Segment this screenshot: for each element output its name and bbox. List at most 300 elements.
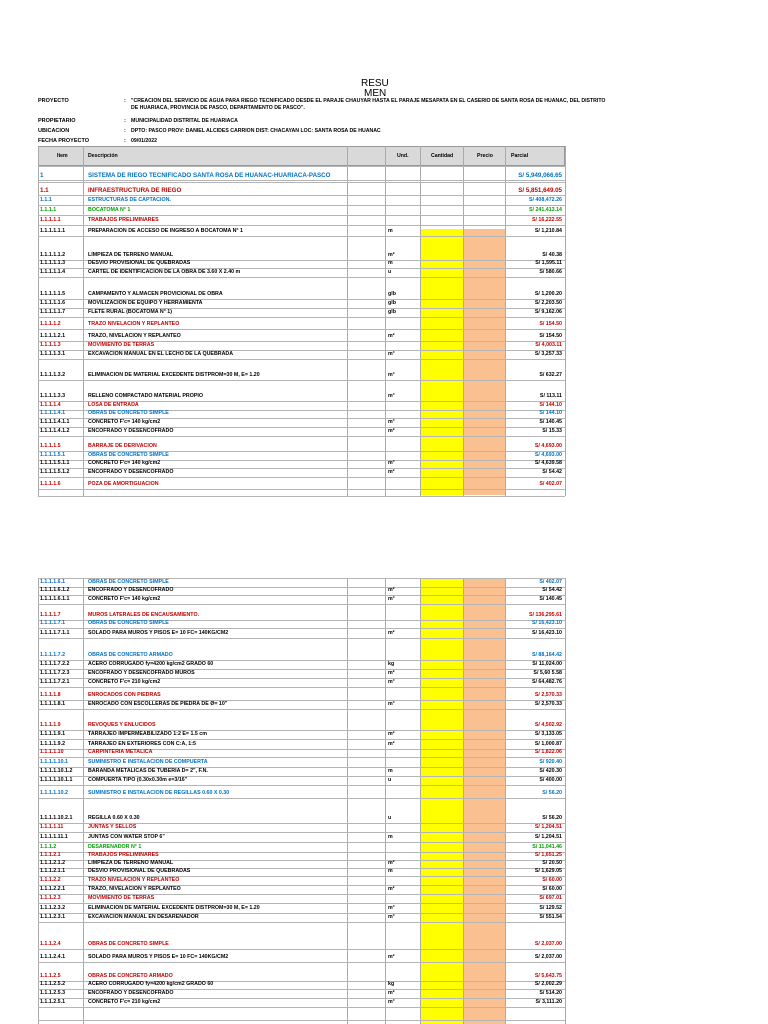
- row-item: 1.1.1.1.9.2: [40, 741, 66, 747]
- row-item: 1.1.1.1.6: [40, 481, 61, 487]
- row-unit: m: [388, 868, 393, 874]
- row-description: ENCOFRADO Y DESENCOFRADO MUROS: [88, 670, 195, 676]
- row-divider: [38, 757, 565, 758]
- table-row: [38, 342, 565, 350]
- row-item: 1: [40, 172, 44, 179]
- row-description: OBRAS DE CONCRETO SIMPLE: [88, 620, 169, 626]
- row-unit: u: [388, 269, 392, 275]
- row-item: 1.1.1.1.6.1: [40, 579, 66, 585]
- row-item: 1.1.1.2: [40, 844, 57, 850]
- column-divider: [565, 146, 566, 496]
- row-parcial: S/ 4,502.92: [534, 722, 562, 728]
- row-parcial: S/ 514.20: [539, 990, 562, 996]
- row-description: OBRAS DE CONCRETO SIMPLE: [88, 452, 169, 458]
- header-item: Item: [57, 153, 68, 159]
- row-parcial: S/ 60.00: [542, 886, 562, 892]
- row-item: 1.1.1.1.3: [40, 342, 61, 348]
- ubicacion-value: DPTO: PASCO PROV: DANIEL ALCIDES CARRION DIST: CHACAYAN LOC: SANTA ROSA DE HUANAC: [131, 128, 381, 134]
- row-description: REGILLA 0.60 X 0.30: [88, 815, 140, 821]
- row-divider: [38, 180, 565, 181]
- row-divider: [38, 436, 565, 437]
- row-parcial: S/ 402.07: [539, 579, 562, 585]
- page-title-line2: MEN: [364, 88, 387, 96]
- row-parcial: S/ 1,210.84: [534, 228, 562, 234]
- row-description: COMPUERTA TIPO (0.30x0.30m e=3/16": [88, 777, 188, 783]
- row-description: ENCOFRADO Y DESENCOFRADO: [88, 990, 174, 996]
- row-item: 1.1.1.2.5: [40, 973, 61, 979]
- row-item: 1.1.1.1.3.1: [40, 351, 66, 357]
- header-precio: Precio: [477, 153, 493, 159]
- row-unit: m²: [388, 630, 395, 636]
- row-item: 1.1.1.1.5: [40, 443, 61, 449]
- row-parcial: S/ 4,639.58: [534, 460, 562, 466]
- row-description: PREPARACION DE ACCESO DE INGRESO A BOCATOMA N° 1: [88, 228, 243, 234]
- row-item: 1.1.1.1.10.2: [40, 790, 68, 796]
- colon: :: [124, 138, 126, 144]
- row-description: CONCRETO F'c= 140 kg/cm2: [88, 596, 161, 602]
- table-row: [38, 652, 565, 660]
- row-unit: m²: [388, 469, 395, 475]
- row-divider: [38, 496, 565, 497]
- row-description: DESARENADOR N° 1: [88, 844, 142, 850]
- row-description: INFRAESTRUCTURA DE RIEGO: [88, 187, 182, 194]
- row-unit: m: [388, 834, 393, 840]
- row-parcial: S/ 697.01: [539, 895, 562, 901]
- row-parcial: S/ 20.50: [542, 860, 562, 866]
- row-description: TRAZO NIVELACION Y REPLANTEO: [88, 321, 180, 327]
- row-description: ELIMINACION DE MATERIAL EXCEDENTE DISTPROM=30 M, E= 1.20: [88, 372, 260, 378]
- row-item: 1.1.1.2.4.1: [40, 954, 66, 960]
- row-unit: m²: [388, 860, 395, 866]
- row-unit: m³: [388, 460, 395, 466]
- row-unit: m²: [388, 333, 395, 339]
- row-item: 1.1.1.1.6.1.2: [40, 587, 70, 593]
- row-divider: [38, 604, 565, 605]
- table-row: [38, 790, 565, 798]
- table-row: [38, 217, 565, 225]
- row-unit: m²: [388, 428, 395, 434]
- row-description: DESVIO PROVISIONAL DE QUEBRADAS: [88, 260, 191, 266]
- row-description: MOVIMIENTO DE TERRAS: [88, 342, 155, 348]
- row-parcial: S/ 56.20: [542, 815, 562, 821]
- row-parcial: S/ 420.30: [539, 768, 562, 774]
- row-description: ESTRUCTURAS DE CAPTACION.: [88, 197, 171, 203]
- table-row: [38, 815, 565, 823]
- row-description: EXCAVACION MANUAL EN EL LECHO DE LA QUEBRADA: [88, 351, 234, 357]
- table-row: [38, 460, 565, 468]
- row-unit: m²: [388, 731, 395, 737]
- row-description: MOVILIZACION DE EQUIPO Y HERRAMIENTA: [88, 300, 203, 306]
- row-parcial: S/ 551.54: [539, 914, 562, 920]
- table-row: [38, 630, 565, 638]
- table-row: [38, 679, 565, 687]
- table-row: [38, 886, 565, 894]
- row-item: 1.1.1.2.1.1: [40, 868, 66, 874]
- row-description: LIMPIEZA DE TERRENO MANUAL: [88, 860, 174, 866]
- row-item: 1.1.1.1.10.1.2: [40, 768, 73, 774]
- row-description: JUNTAS CON WATER STOP 6": [88, 834, 165, 840]
- row-item: 1.1.1.2.2: [40, 877, 61, 883]
- row-unit: m²: [388, 670, 395, 676]
- propietario-label: PROPIETARIO: [38, 118, 76, 124]
- row-description: JUNTAS Y SELLOS: [88, 824, 137, 830]
- row-divider: [38, 687, 565, 688]
- row-parcial: S/ 129.52: [539, 905, 562, 911]
- row-description: ENCOFRADO Y DESENCOFRADO: [88, 428, 174, 434]
- row-description: EXCAVACION MANUAL EN DESARENADOR: [88, 914, 199, 920]
- row-item: 1.1.1.2.1: [40, 852, 61, 858]
- row-divider: [38, 489, 565, 490]
- row-unit: kg: [388, 981, 395, 987]
- row-item: 1.1.1.2.5.2: [40, 981, 66, 987]
- row-description: BARANDA METALICAS DE TUBERIA D= 2", F.N.: [88, 768, 208, 774]
- row-item: 1.1.1.1.8.1: [40, 701, 66, 707]
- row-item: 1.1.1.1.10.1.1: [40, 777, 73, 783]
- row-divider: [38, 638, 565, 639]
- row-parcial: S/ 16,423.10: [531, 630, 562, 636]
- row-item: 1.1.1.1.5.1.1: [40, 460, 70, 466]
- table-row: [38, 252, 565, 260]
- table-row: [38, 749, 565, 757]
- row-parcial: S/ 2,570.33: [534, 701, 562, 707]
- row-parcial: S/ 3,133.05: [534, 731, 562, 737]
- row-unit: m²: [388, 587, 395, 593]
- row-parcial: S/ 580.66: [539, 269, 562, 275]
- row-unit: m³: [388, 905, 395, 911]
- table-row: [38, 402, 565, 410]
- row-item: 1.1.1.2.5.3: [40, 990, 66, 996]
- row-item: 1.1.1.1.11.1: [40, 834, 68, 840]
- fecha-value: 09/01/2022: [131, 138, 157, 144]
- table-row: [38, 701, 565, 709]
- row-parcial: S/ 241,413.14: [529, 207, 562, 213]
- table-row: [38, 187, 565, 195]
- row-item: 1.1.1.2.2.1: [40, 886, 66, 892]
- row-unit: m³: [388, 372, 395, 378]
- row-parcial: S/ 408,472.26: [529, 197, 562, 203]
- row-parcial: S/ 154.50: [539, 333, 562, 339]
- table-row: [38, 852, 565, 860]
- row-unit: glb: [388, 300, 396, 306]
- table-row: [38, 309, 565, 317]
- table-row: [38, 228, 565, 236]
- row-item: 1.1.1.1.9.1: [40, 731, 66, 737]
- row-item: 1.1.1.1.4: [40, 402, 61, 408]
- row-item: 1.1.1.1.7.2.2: [40, 661, 70, 667]
- table-row: [38, 351, 565, 359]
- row-description: SUMINISTRO E INSTALACION DE REGILLAS 0.60 X 0.30: [88, 790, 230, 796]
- row-item: 1.1.1.1.7: [40, 612, 61, 618]
- ubicacion-label: UBICACION: [38, 128, 70, 134]
- row-description: REVOQUES Y ENLUCIDOS: [88, 722, 156, 728]
- table-row: [38, 587, 565, 595]
- row-item: 1.1.1.1.7.2.3: [40, 670, 70, 676]
- row-description: CONCRETO F'c= 140 kg/cm2: [88, 419, 161, 425]
- table-row: [38, 741, 565, 749]
- row-description: BOCATOMA N° 1: [88, 207, 131, 213]
- row-parcial: S/ 4,003.11: [535, 342, 562, 348]
- row-parcial: S/ 1,000.87: [534, 741, 562, 747]
- proyecto-value: "CREACION DEL SERVICIO DE AGUA PARA RIEGO TECNIFICADO DESDE EL PARAJE CHAUYAR HASTA EL PARAJE MESAPATA EN EL CASERIO DE SANTA ROSA DE HUANAC, DEL DISTRITO DE HUARIACA, PROVINCIA DE PASCO, DEPARTAMENTO DE PASCO".: [131, 98, 606, 111]
- row-item: 1.1.1.1.7.2: [40, 652, 66, 658]
- page-title: RESU: [361, 78, 389, 89]
- table-row: [38, 410, 565, 418]
- row-item: 1.1.1.1.1.1: [40, 228, 66, 234]
- row-divider: [38, 317, 565, 318]
- row-parcial: S/ 154.50: [539, 321, 562, 327]
- row-item: 1.1.1.1.1.3: [40, 260, 66, 266]
- row-item: 1.1.1.1.2.1: [40, 333, 66, 339]
- row-parcial: S/ 60.00: [542, 877, 562, 883]
- row-description: TRAZO, NIVELACION Y REPLANTEO: [88, 886, 181, 892]
- row-unit: m²: [388, 252, 395, 258]
- row-parcial: S/ 11,041.46: [532, 844, 562, 850]
- table-row: [38, 670, 565, 678]
- row-divider: [38, 949, 565, 950]
- table-row: [38, 393, 565, 401]
- table-row: [38, 990, 565, 998]
- row-item: 1.1.1.1.3.3: [40, 393, 66, 399]
- row-divider: [38, 380, 565, 381]
- row-divider: [38, 903, 565, 904]
- header-parcial: Parcial: [511, 153, 529, 159]
- propietario-value: MUNICIPALIDAD DISTRITAL DE HUARIACA: [131, 118, 238, 124]
- row-divider: [38, 236, 565, 237]
- row-parcial: S/ 1,204.51: [534, 834, 562, 840]
- row-description: CAMPAMENTO Y ALMACEN PROVICIONAL DE OBRA: [88, 291, 223, 297]
- table-row: [38, 692, 565, 700]
- row-divider: [38, 739, 565, 740]
- proyecto-label: PROYECTO: [38, 98, 69, 104]
- table-row: [38, 452, 565, 460]
- row-parcial: S/ 1,629.05: [534, 868, 562, 874]
- row-description: CARTEL DE IDENTIFICACION DE LA OBRA DE 3.60 X 2.40 m: [88, 269, 241, 275]
- table-row: [38, 269, 565, 277]
- row-parcial: S/ 1,204.51: [534, 824, 562, 830]
- row-description: OBRAS DE CONCRETO SIMPLE: [88, 410, 169, 416]
- colon: :: [124, 128, 126, 134]
- row-unit: m³: [388, 999, 395, 1005]
- row-parcial: S/ 5,851,649.05: [518, 187, 562, 194]
- table-row: [38, 579, 565, 587]
- row-description: SUMINISTRO E INSTALACION DE COMPUERTA: [88, 759, 208, 765]
- table-row: [38, 596, 565, 604]
- row-parcial: S/ 144.10: [539, 402, 562, 408]
- table-row: [38, 777, 565, 785]
- row-divider: [38, 359, 565, 360]
- row-item: 1.1.1.2.1.2: [40, 860, 66, 866]
- row-item: 1.1.1.2.3.2: [40, 905, 66, 911]
- row-parcial: S/ 402.07: [539, 481, 562, 487]
- row-description: CONCRETO F'c= 140 kg/cm2: [88, 460, 161, 466]
- row-description: ACERO CORRUGADO fy=4200 kg/cm2 GRADO 60: [88, 981, 214, 987]
- row-parcial: S/ 3,111.20: [535, 999, 562, 1005]
- row-item: 1.1.1.1.1.2: [40, 252, 66, 258]
- row-description: TRABAJOS PRELIMINARES: [88, 852, 159, 858]
- column-divider: [565, 578, 566, 1024]
- table-row: [38, 469, 565, 477]
- row-divider: [38, 798, 565, 799]
- row-description: OBRAS DE CONCRETO ARMADO: [88, 973, 173, 979]
- table-row: [38, 661, 565, 669]
- table-row: [38, 300, 565, 308]
- row-description: LIMPIEZA DE TERRENO MANUAL: [88, 252, 174, 258]
- row-parcial: S/ 4,693.00: [534, 443, 562, 449]
- row-description: MUROS LATERALES DE ENCAUSAMIENTO.: [88, 612, 200, 618]
- table-row: [38, 612, 565, 620]
- row-divider: [38, 329, 565, 330]
- row-item: 1.1.1.2.5.1: [40, 999, 66, 1005]
- row-item: 1.1: [40, 187, 49, 194]
- row-description: ENROCADO CON ESCOLLERAS DE PIEDRA DE Ø= 10": [88, 701, 228, 707]
- row-description: TRAZO, NIVELACION Y REPLANTEO: [88, 333, 181, 339]
- row-item: 1.1.1.2.3: [40, 895, 61, 901]
- row-parcial: S/ 16,222.55: [531, 217, 562, 223]
- row-unit: u: [388, 815, 392, 821]
- row-description: RELLENO COMPACTADO MATERIAL PROPIO: [88, 393, 203, 399]
- table-row: [38, 207, 565, 215]
- row-item: 1.1.1: [40, 197, 52, 203]
- row-parcial: S/ 54.42: [542, 587, 562, 593]
- row-description: MOVIMIENTO DE TERRAS: [88, 895, 155, 901]
- row-description: BARRAJE DE DERIVACION: [88, 443, 157, 449]
- row-item: 1.1.1.1.10.1: [40, 759, 68, 765]
- row-description: LOSA DE ENTRADA: [88, 402, 139, 408]
- row-item: 1.1.1.1.10: [40, 749, 64, 755]
- row-parcial: S/ 4,693.00: [534, 452, 562, 458]
- row-item: 1.1.1.1.1.4: [40, 269, 66, 275]
- row-description: SISTEMA DE RIEGO TECNIFICADO SANTA ROSA DE HUANAC-HUARIACA-PASCO: [88, 172, 331, 179]
- row-parcial: S/ 1,595.11: [535, 260, 562, 266]
- row-description: SOLADO PARA MUROS Y PISOS E= 10 FC= 140KG/CM2: [88, 954, 229, 960]
- row-unit: m³: [388, 419, 395, 425]
- row-description: OBRAS DE CONCRETO ARMADO: [88, 652, 173, 658]
- row-item: 1.1.1.1.3.2: [40, 372, 66, 378]
- row-description: TRABAJOS PRELIMINARES: [88, 217, 159, 223]
- table-row: [38, 731, 565, 739]
- row-item: 1.1.1.1.4.1.2: [40, 428, 70, 434]
- row-unit: m³: [388, 679, 395, 685]
- row-item: 1.1.1.1.1.6: [40, 300, 66, 306]
- row-parcial: S/ 1,651.25: [534, 852, 562, 858]
- row-parcial: S/ 88,164.42: [531, 652, 562, 658]
- row-description: TARRAJEO IMPERMEABILIZADO 1:2 E= 1.5 cm: [88, 731, 207, 737]
- table-row: [38, 860, 565, 868]
- colon: :: [124, 118, 126, 124]
- colon: :: [124, 98, 126, 104]
- row-parcial: S/ 632.27: [539, 372, 562, 378]
- row-item: 1.1.1.1.7.1.1: [40, 630, 70, 636]
- header-cantidad: Cantidad: [431, 153, 454, 159]
- table-row: [38, 291, 565, 299]
- row-item: 1.1.1.1.1.7: [40, 309, 66, 315]
- row-parcial: S/ 5,60 5.58: [533, 670, 562, 676]
- row-item: 1.1.1.1.1.5: [40, 291, 66, 297]
- table-row: [38, 981, 565, 989]
- row-parcial: S/ 2,037.00: [534, 941, 562, 947]
- row-divider: [38, 962, 565, 963]
- table-row: [38, 868, 565, 876]
- row-parcial: S/ 2,570.33: [534, 692, 562, 698]
- table-row: [38, 973, 565, 981]
- row-description: CONCRETO F'c= 210 kg/cm2: [88, 679, 161, 685]
- row-description: OBRAS DE CONCRETO SIMPLE: [88, 941, 169, 947]
- row-parcial: S/ 5,643.75: [534, 973, 562, 979]
- row-parcial: S/ 16,423.10: [531, 620, 562, 626]
- row-divider: [38, 277, 565, 278]
- table-row: [38, 260, 565, 268]
- table-row: [38, 834, 565, 842]
- table-row: [38, 172, 565, 180]
- row-parcial: S/ 140.45: [539, 419, 562, 425]
- row-parcial: S/ 1,200.20: [534, 291, 562, 297]
- row-item: 1.1.1.1.8: [40, 692, 61, 698]
- row-unit: m³: [388, 393, 395, 399]
- row-divider: [38, 477, 565, 478]
- row-unit: m²: [388, 886, 395, 892]
- header-und: Und.: [397, 153, 409, 159]
- row-divider: [38, 195, 565, 196]
- row-description: ENCOFRADO Y DESENCOFRADO: [88, 587, 174, 593]
- row-unit: m²: [388, 954, 395, 960]
- row-unit: glb: [388, 309, 396, 315]
- row-parcial: S/ 2,203.50: [534, 300, 562, 306]
- table-row: [38, 333, 565, 341]
- row-parcial: S/ 56.20: [542, 790, 562, 796]
- table-row: [38, 321, 565, 329]
- row-description: CONCRETO F'c= 210 kg/cm2: [88, 999, 161, 1005]
- row-description: DESVIO PROVISIONAL DE QUEBRADAS: [88, 868, 191, 874]
- row-unit: u: [388, 777, 392, 783]
- row-parcial: S/ 400.00: [539, 777, 562, 783]
- table-row: [38, 481, 565, 489]
- row-parcial: S/ 40.38: [542, 252, 562, 258]
- row-item: 1.1.1.1.9: [40, 722, 61, 728]
- table-row: [38, 914, 565, 922]
- row-divider: [38, 225, 565, 226]
- row-item: 1.1.1.1.11: [40, 824, 64, 830]
- row-divider: [38, 1007, 565, 1008]
- row-divider: [38, 785, 565, 786]
- row-parcial: S/ 1,822.06: [534, 749, 562, 755]
- row-description: FLETE RURAL (BOCATOMA N° 1): [88, 309, 173, 315]
- row-item: 1.1.1.1.7.2.1: [40, 679, 70, 685]
- row-parcial: S/ 5,949,066.65: [518, 172, 562, 179]
- row-unit: m³: [388, 701, 395, 707]
- table-row: [38, 824, 565, 832]
- table-row: [38, 722, 565, 730]
- row-unit: glb: [388, 291, 396, 297]
- table-row: [38, 999, 565, 1007]
- row-parcial: S/ 113.11: [539, 393, 562, 399]
- row-divider: [38, 628, 565, 629]
- row-unit: kg: [388, 661, 395, 667]
- row-divider: [38, 922, 565, 923]
- row-description: ELIMINACION DE MATERIAL EXCEDENTE DISTPROM=30 M, E= 1.20: [88, 905, 260, 911]
- table-row: [38, 844, 565, 852]
- table-row: [38, 428, 565, 436]
- row-unit: m³: [388, 914, 395, 920]
- row-unit: m: [388, 260, 393, 266]
- row-parcial: S/ 136,295.61: [529, 612, 562, 618]
- row-unit: m: [388, 768, 393, 774]
- row-unit: m³: [388, 596, 395, 602]
- header-descripcion: Descripción: [88, 153, 118, 159]
- row-parcial: S/ 9,162.06: [534, 309, 562, 315]
- row-parcial: S/ 2,037.00: [534, 954, 562, 960]
- table-row: [38, 443, 565, 451]
- row-item: 1.1.1.1.5.1: [40, 452, 66, 458]
